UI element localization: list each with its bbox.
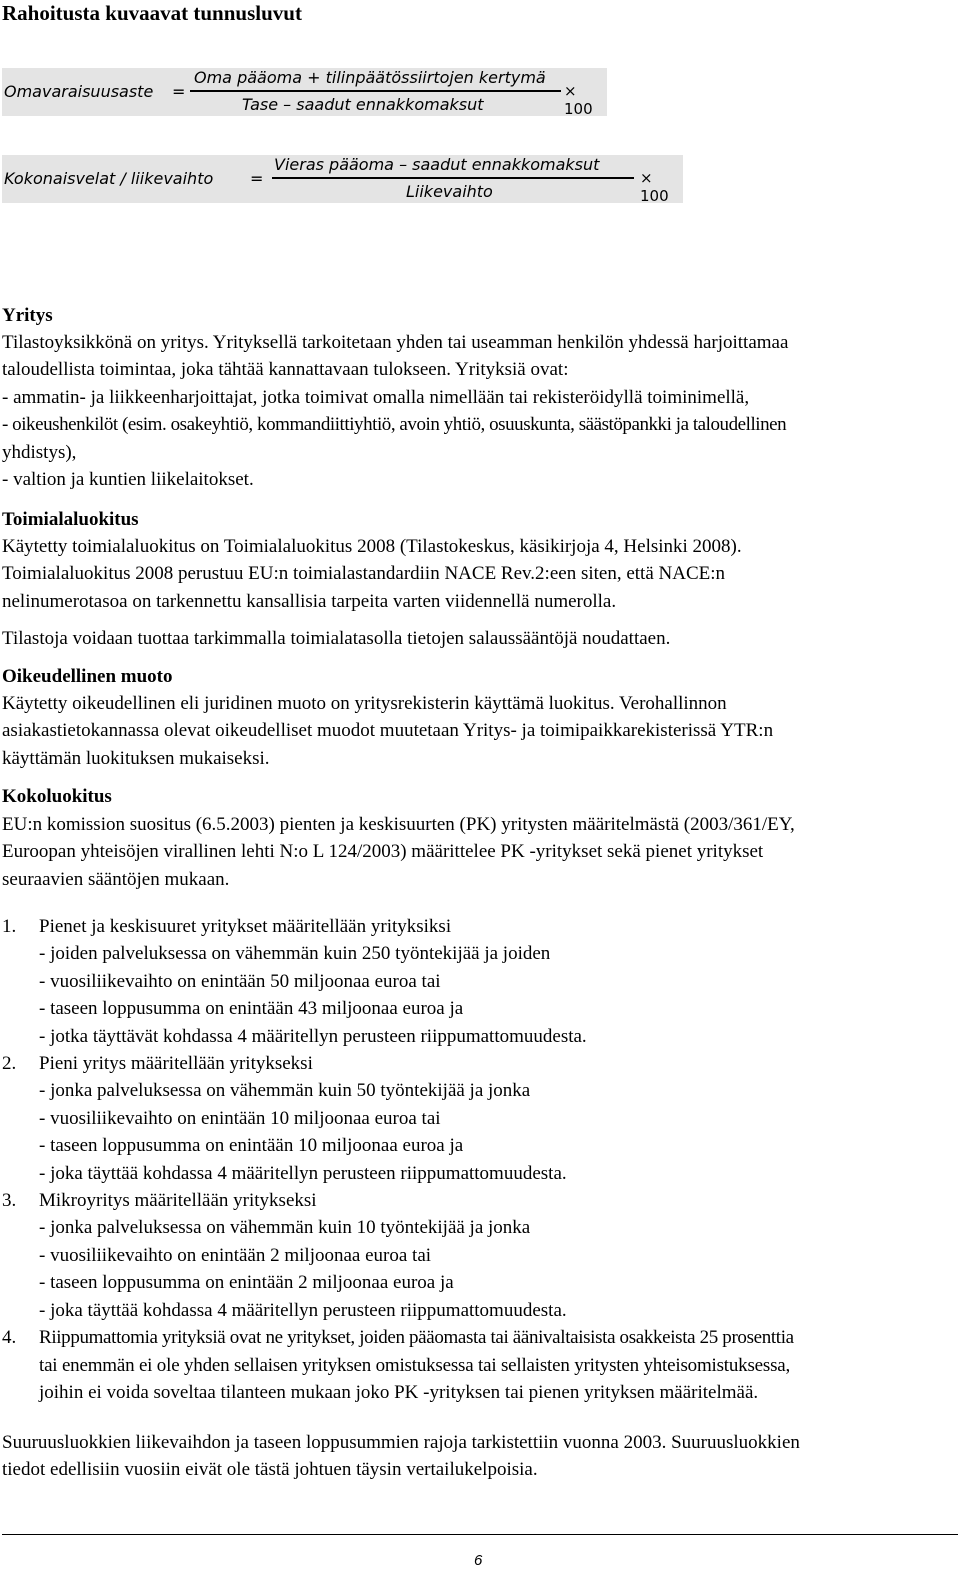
formula-equals: =: [250, 169, 264, 188]
text-line: Mikroyritys määritellään yritykseksi: [39, 1190, 317, 1212]
section-paragraph-salaus: [2, 625, 958, 652]
section-heading-kokoluokitus: Kokoluokitus: [2, 786, 112, 807]
formula-denominator: Liikevaihto: [406, 182, 493, 201]
text-line: tai enemmän ei ole yhden sellaisen yrityksen omistuksessa tai sellaisten yritysten yhteisomistuksessa,: [39, 1354, 791, 1376]
section-heading-yritys: Yritys: [2, 305, 53, 326]
fraction-bar: [272, 177, 634, 179]
text-line: nelinumerotasoa on tarkennettu kansallisia tarpeita varten viidennellä numerolla.: [2, 590, 617, 612]
page-title: Rahoitusta kuvaavat tunnusluvut: [2, 1, 302, 25]
text-line: - taseen loppusumma on enintään 2 miljoonaa euroa ja: [39, 1272, 454, 1294]
section-heading-toimialaluokitus: Toimialaluokitus: [2, 509, 139, 530]
section-body-yritys: [2, 329, 958, 493]
text-line: - vuosiliikevaihto on enintään 50 miljoonaa euroa tai: [39, 970, 441, 992]
formula-kokonaisvelat: [2, 155, 683, 203]
fraction-bar: [190, 90, 561, 92]
formula-multiplier: × 100: [564, 82, 593, 118]
text-line: - joiden palveluksessa on vähemmän kuin 250 työntekijää ja joiden: [39, 943, 551, 965]
text-line: joihin ei voida soveltaa tilanteen mukaan joko PK -yrityksen tai pienen yrityksen määritelmää.: [39, 1381, 759, 1403]
formula-equals: =: [172, 82, 186, 101]
text-line: - ammatin- ja liikkeenharjoittajat, jotka toimivat omalla nimellään tai rekisteröidyllä toiminimellä,: [2, 386, 750, 408]
text-line: - joka täyttää kohdassa 4 määritellyn perusteen riippumattomuudesta.: [39, 1162, 567, 1184]
formula-multiplier: × 100: [640, 169, 669, 205]
list-item: [2, 1324, 958, 1406]
text-line: - valtion ja kuntien liikelaitokset.: [2, 469, 254, 491]
text-line: Suuruusluokkien liikevaihdon ja taseen loppusummien rajoja tarkistettiin vuonna 2003. Suuruusluokkien: [2, 1432, 800, 1453]
text-line: seuraavien sääntöjen mukaan.: [2, 868, 230, 890]
text-line: yhdistys),: [2, 441, 77, 463]
text-line: - joka täyttää kohdassa 4 määritellyn perusteen riippumattomuudesta.: [39, 1299, 567, 1321]
pk-definition-list: [2, 913, 958, 1406]
section-body-kokoluokitus: [2, 811, 958, 893]
list-number: 2.: [2, 1053, 17, 1075]
text-line: käyttämän luokituksen mukaiseksi.: [2, 747, 270, 769]
text-line: - taseen loppusumma on enintään 43 miljoonaa euroa ja: [39, 998, 464, 1020]
formula-denominator: Tase – saadut ennakkomaksut: [242, 95, 484, 114]
text-line: - jotka täyttävät kohdassa 4 määritellyn perusteen riippumattomuudesta.: [39, 1025, 587, 1047]
page-number: 6: [474, 1552, 483, 1569]
list-number: 4.: [2, 1327, 17, 1349]
text-line: - taseen loppusumma on enintään 10 miljoonaa euroa ja: [39, 1135, 464, 1157]
text-line: Käytetty toimialaluokitus on Toimialaluokitus 2008 (Tilastokeskus, käsikirjoja 4, Helsinki 2008).: [2, 536, 742, 557]
text-line: - jonka palveluksessa on vähemmän kuin 50 työntekijää ja jonka: [39, 1080, 531, 1102]
list-item: [2, 1187, 958, 1324]
text-line: taloudellista toimintaa, joka tähtää kannattavaan tulokseen. Yrityksiä ovat:: [2, 359, 569, 381]
text-line: Euroopan yhteisöjen virallinen lehti N:o L 124/2003) määrittelee PK -yritykset sekä pienet yritykset: [2, 841, 764, 863]
formula-omavaraisuusaste: [2, 68, 607, 116]
formula-lhs: Kokonaisvelat / liikevaihto: [4, 169, 214, 188]
text-line: Tilastoja voidaan tuottaa tarkimmalla toimialatasolla tietojen salaussääntöjä noudattaen.: [2, 628, 671, 649]
formula-numerator: Oma pääoma + tilinpäätössiirtojen kertymä: [194, 68, 546, 87]
section-body-toimialaluokitus: [2, 533, 958, 615]
closing-paragraph: [2, 1429, 958, 1484]
list-item: [2, 913, 958, 1050]
text-line: Riippumattomia yrityksiä ovat ne yritykset, joiden pääomasta tai äänivaltaisista osakkeista 25 prosenttia: [39, 1327, 794, 1349]
text-line: - vuosiliikevaihto on enintään 2 miljoonaa euroa tai: [39, 1244, 432, 1266]
list-number: 3.: [2, 1190, 17, 1212]
text-line: Käytetty oikeudellinen eli juridinen muoto on yritysrekisterin käyttämä luokitus. Verohallinnon: [2, 693, 727, 714]
footer-divider: [2, 1534, 958, 1535]
text-line: asiakastietokannassa olevat oikeudelliset muodot muutetaan Yritys- ja toimipaikkarekisterissä YTR:n: [2, 720, 774, 742]
text-line: EU:n komission suositus (6.5.2003) pienten ja keskisuurten (PK) yritysten määritelmästä (2003/361/EY,: [2, 814, 795, 835]
section-body-oikeudellinen-muoto: [2, 690, 958, 772]
text-line: - oikeushenkilöt (esim. osakeyhtiö, kommandiittiyhtiö, avoin yhtiö, osuuskunta, säästöpankki ja taloudellinen: [2, 414, 787, 436]
text-line: - jonka palveluksessa on vähemmän kuin 10 työntekijää ja jonka: [39, 1217, 531, 1239]
text-line: tiedot edellisiin vuosiin eivät ole tästä johtuen täysin vertailukelpoisia.: [2, 1459, 538, 1481]
list-number: 1.: [2, 916, 17, 937]
formula-numerator: Vieras pääoma – saadut ennakkomaksut: [274, 155, 600, 174]
text-line: - vuosiliikevaihto on enintään 10 miljoonaa euroa tai: [39, 1107, 441, 1129]
formula-lhs: Omavaraisuusaste: [4, 82, 154, 101]
text-line: Pieni yritys määritellään yritykseksi: [39, 1053, 313, 1075]
list-item: [2, 1050, 958, 1187]
text-line: Toimialaluokitus 2008 perustuu EU:n toimialastandardiin NACE Rev.2:een siten, että NACE:n: [2, 563, 726, 585]
section-heading-oikeudellinen-muoto: Oikeudellinen muoto: [2, 666, 173, 687]
text-line: Tilastoyksikkönä on yritys. Yrityksellä tarkoitetaan yhden tai useamman henkilön yhdessä harjoittamaa: [2, 332, 789, 353]
text-line: Pienet ja keskisuuret yritykset määritellään yrityksiksi: [39, 916, 452, 937]
